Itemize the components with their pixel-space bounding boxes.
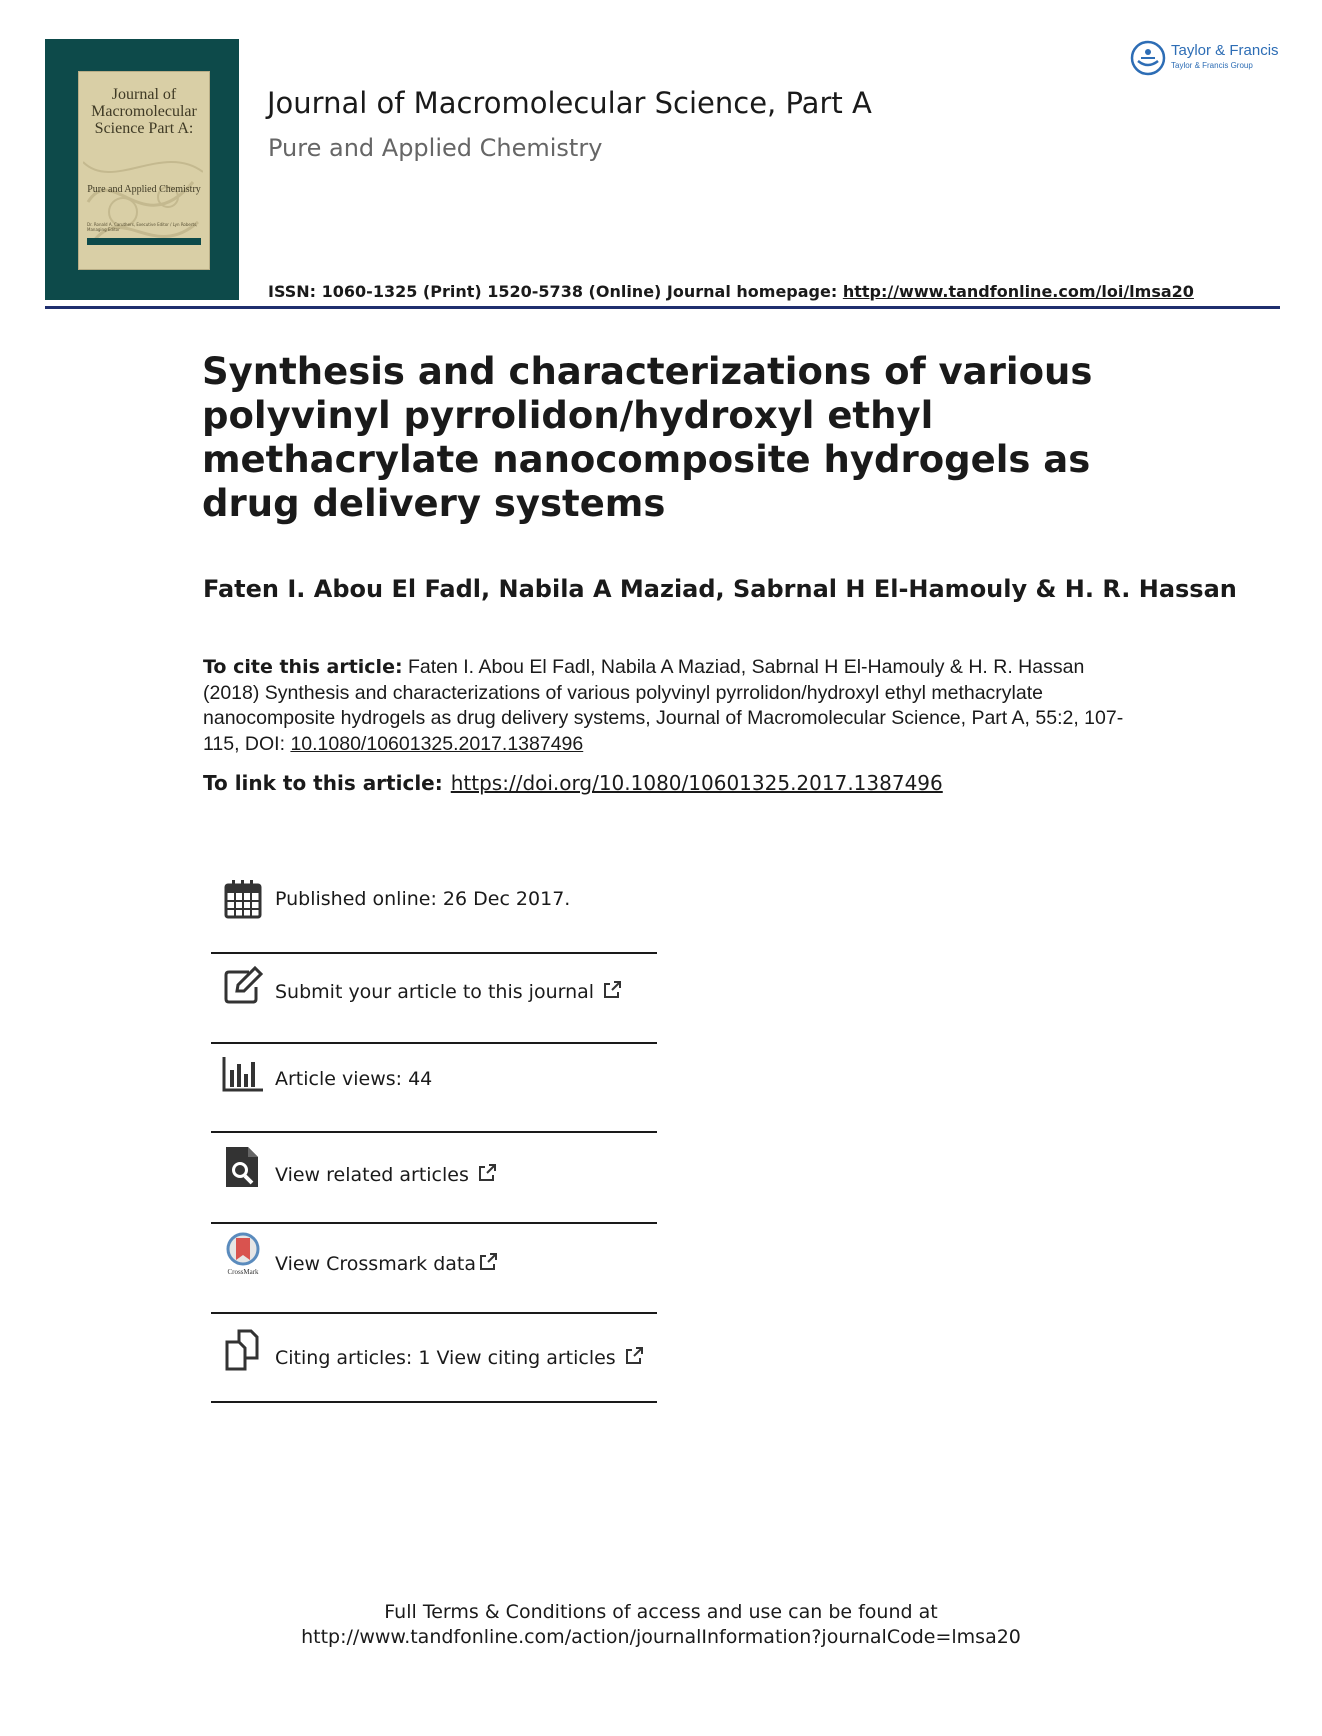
cover-panel [78,71,210,270]
header-rule [45,306,1280,309]
footer-line-1: Full Terms & Conditions of access and use can be found at [384,1601,938,1623]
external-link-icon [478,1252,498,1272]
footer-terms-link[interactable]: http://www.tandfonline.com/action/journalInformation?journalCode=lmsa20 [301,1626,1021,1648]
crossmark-link[interactable]: View Crossmark data [275,1252,498,1275]
issn-text: ISSN: 1060-1325 (Print) 1520-5738 (Online) Journal homepage: [268,282,843,301]
cite-label: To cite this article: [203,656,403,678]
edit-icon [221,965,265,1009]
cover-bar [87,238,201,245]
citing-articles-icon [221,1328,265,1372]
cover-title: Journal of Macromolecular Science Part A: [91,86,197,137]
journal-cover [45,39,239,300]
calendar-icon [221,878,265,922]
external-link-icon [602,980,622,1000]
external-link-icon [624,1346,644,1366]
external-link-icon [477,1163,497,1183]
journal-subtitle: Pure and Applied Chemistry [268,134,603,162]
article-authors: Faten I. Abou El Fadl, Nabila A Maziad, Sabrnal H El-Hamouly & H. R. Hassan [203,575,1237,603]
crossmark-row[interactable] [211,1232,657,1320]
cover-subtitle: Pure and Applied Chemistry [87,184,201,195]
publisher-logo-icon [1129,39,1167,77]
submit-row[interactable] [211,962,657,1050]
submit-link[interactable]: Submit your article to this journal [275,980,622,1003]
views-row [211,1050,657,1138]
crossmark-logo-text: CrossMark [227,1268,259,1276]
separator [211,952,657,954]
separator [211,1042,657,1044]
issn-line [268,282,1194,301]
published-row [211,872,657,960]
cite-text: Faten I. Abou El Fadl, Nabila A Maziad, Sabrnal H El-Hamouly & H. R. Hassan (2018) Synthesis and characterizations of various polyvinyl pyrrolidon/hydroxyl ethyl methacrylate nanocomposite hydrogels as drug delivery systems, Journal of Macromolecular Science, Part A, 55:2, 107-115, DOI: [203,656,1124,755]
separator [211,1131,657,1133]
citing-row[interactable] [211,1320,657,1408]
cite-doi-link[interactable]: 10.1080/10601325.2017.1387496 [290,732,584,755]
citation-block [203,655,1143,757]
separator [211,1312,657,1314]
related-row[interactable] [211,1141,657,1229]
crossmark-icon [221,1232,265,1276]
article-link-row [203,771,943,795]
related-articles-icon [221,1145,265,1189]
article-title: Synthesis and characterizations of various polyvinyl pyrrolidon/hydroxyl ethyl methacrylate nanocomposite hydrogels as drug delivery systems [202,350,1093,525]
journal-title: Journal of Macromolecular Science, Part A [267,86,872,120]
publisher-group: Taylor & Francis Group [1171,61,1253,70]
separator [211,1222,657,1224]
separator [211,1401,657,1403]
footer-terms [0,1600,1322,1650]
cover-editors: Dr. Ronald A. Caruthers, Executive Editor / Lyn Roberts, Managing Editor [87,222,198,232]
publisher-name: Taylor & Francis [1171,42,1279,59]
journal-homepage-link[interactable]: http://www.tandfonline.com/loi/lmsa20 [842,282,1194,301]
views-text: Article views: 44 [275,1068,433,1090]
article-doi-link[interactable]: https://doi.org/10.1080/10601325.2017.1387496 [450,771,943,795]
related-link[interactable]: View related articles [275,1163,497,1186]
bar-chart-icon [221,1052,265,1096]
citing-link[interactable]: Citing articles: 1 View citing articles [275,1346,644,1369]
taylor-francis-logo[interactable] [1129,38,1284,78]
published-text: Published online: 26 Dec 2017. [275,888,571,910]
link-label: To link to this article: [203,771,443,795]
